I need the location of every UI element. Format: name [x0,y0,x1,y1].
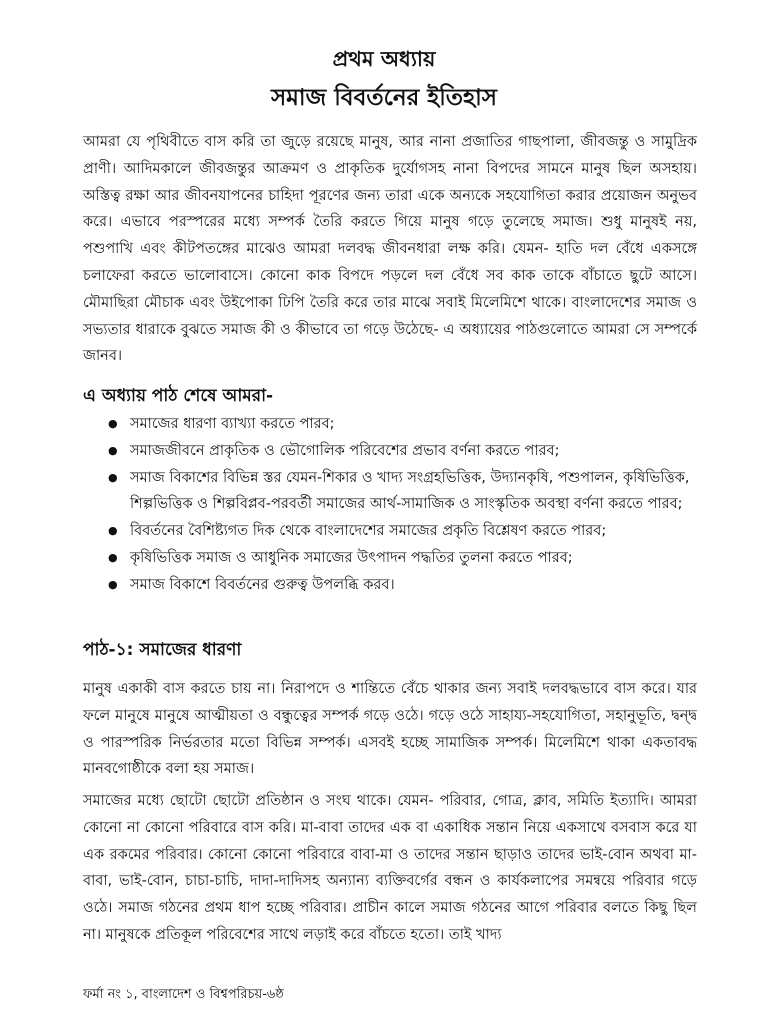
lesson-paragraph: মানুষ একাকী বাস করতে চায় না। নিরাপদে ও শান্তিতে বেঁচে থাকার জন্য সবাই দলবদ্ধভাবে বাস করে। যার ফলে মানুষে মানুষে আত্মীয়তা ও বন্ধুত্বের সম্পর্ক গড়ে ওঠে। গড়ে ওঠে সাহায্য-সহযোগিতা, সহানুভূতি, দ্বন্দ্ব ও পারস্পরিক নির্ভরতার মতো বিভিন্ন সম্পর্ক। এসবই হচ্ছে সামাজিক সম্পর্ক। মিলেমিশে থাকা একতাবদ্ধ মানবগোষ্ঠীকে বলা হয় সমাজ। [83,681,697,778]
objectives-heading: এ অধ্যায় পাঠ শেষে আমরা- [83,386,274,406]
objective-item: ● সমাজ বিকাশের বিভিন্ন স্তর যেমন-শিকার ও খাদ্য সংগ্রহভিত্তিক, উদ্যানকৃষি, পশুপালন, কৃষিভিত্তিক, শিল্পভিত্তিক ও শিল্পবিপ্লব-পরবর্তী সমাজের আর্থ-সামাজিক ও সাংস্কৃতিক অবস্থা বর্ণনা করতে পারব; [130,465,700,519]
lesson-heading: পাঠ-১: সমাজের ধারণা [83,640,242,660]
objective-item: ● সমাজজীবনে প্রাকৃতিক ও ভৌগোলিক পরিবেশের প্রভাব বর্ণনা করতে পারব; [130,438,700,465]
objectives-list [108,411,700,599]
chapter-title: সমাজ বিবর্তনের ইতিহাস [270,85,498,111]
chapter-number: প্রথম অধ্যায় [332,47,436,71]
page-footer: ফর্মা নং ১, বাংলাদেশ ও বিশ্বপরিচয়-৬ষ্ঠ [83,987,284,1002]
objective-item: ● সমাজের ধারণা ব্যাখ্যা করতে পারব; [130,411,700,438]
objective-item: ● কৃষিভিত্তিক সমাজ ও আধুনিক সমাজের উৎপাদন পদ্ধতির তুলনা করতে পারব; [130,545,700,572]
lesson-paragraph: সমাজের মধ্যে ছোটো ছোটো প্রতিষ্ঠান ও সংঘ থাকে। যেমন- পরিবার, গোত্র, ক্লাব, সমিতি ইত্যাদি। আমরা কোনো না কোনো পরিবারে বাস করি। মা-বাবা তাদের এক বা একাধিক সন্তান নিয়ে একসাথে বসবাস করে যা এক রকমের পরিবার। কোনো কোনো পরিবারে বাবা-মা ও তাদের সন্তান ছাড়াও তাদের ভাই-বোন অথবা মা-বাবা, ভাই-বোন, চাচা-চাচি, দাদা-দাদিসহ অন্যান্য ব্যক্তিবর্গের বন্ধন ও কার্যকলাপের সমন্বয়ে পরিবার গড়ে ওঠে। সমাজ গঠনের প্রথম ধাপ হচ্ছে পরিবার। প্রাচীন কালে সমাজ গঠনের আগে পরিবার বলতে কিছু ছিল না। মানুষকে প্রতিকূল পরিবেশের সাথে লড়াই করে বাঁচতে হতো। তাই খাদ্য [83,793,697,943]
intro-paragraph: আমরা যে পৃথিবীতে বাস করি তা জুড়ে রয়েছে মানুষ, আর নানা প্রজাতির গাছপালা, জীবজন্তু ও সামুদ্রিক প্রাণী। আদিমকালে জীবজন্তুর আক্রমণ ও প্রাকৃতিক দুর্যোগসহ নানা বিপদের সামনে মানুষ ছিল অসহায়। অস্তিত্ব রক্ষা আর জীবনযাপনের চাহিদা পূরণের জন্য তারা একে অন্যকে সহযোগিতা করার প্রয়োজন অনুভব করে। এভাবে পরস্পরের মধ্যে সম্পর্ক তৈরি করতে গিয়ে মানুষ গড়ে তুলেছে সমাজ। শুধু মানুষই নয়, পশুপাখি এবং কীটপতঙ্গের মাঝেও আমরা দলবদ্ধ জীবনধারা লক্ষ করি। যেমন- হাতি দল বেঁধে একসঙ্গে চলাফেরা করতে ভালোবাসে। কোনো কাক বিপদে পড়লে দল বেঁধে সব কাক তাকে বাঁচাতে ছুটে আসে। মৌমাছিরা মৌচাক এবং উইপোকা ঢিপি তৈরি করে তার মাঝে সবাই মিলেমিশে থাকে। বাংলাদেশের সমাজ ও সভ্যতার ধারাকে বুঝতে সমাজ কী ও কীভাবে তা গড়ে উঠেছে- এ অধ্যায়ের পাঠগুলোতে আমরা সে সম্পর্কে জানব। [83,134,697,365]
objective-item: ● বিবর্তনের বৈশিষ্ট্যগত দিক থেকে বাংলাদেশের সমাজের প্রকৃতি বিশ্লেষণ করতে পারব; [130,518,700,545]
objective-item: ● সমাজ বিকাশে বিবর্তনের গুরুত্ব উপলব্ধি করব। [130,572,700,599]
